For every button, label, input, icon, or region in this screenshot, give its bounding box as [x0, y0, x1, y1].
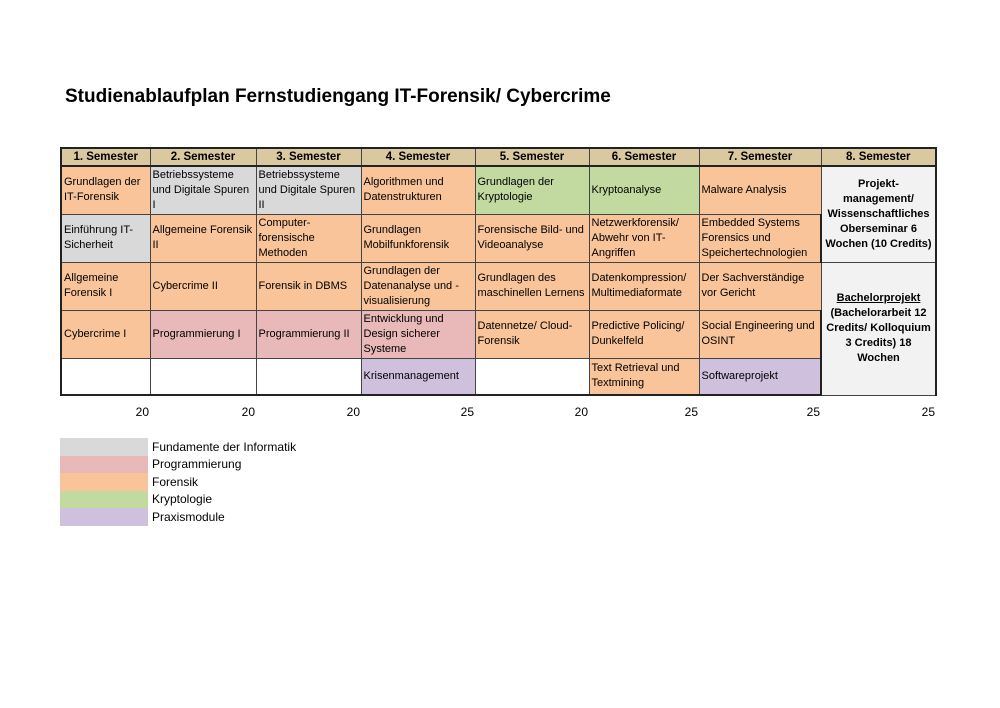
module-row [61, 310, 936, 358]
module-cell: Datenkompression/ Multimediaformate [589, 262, 699, 310]
module-cell: Softwareprojekt [699, 358, 821, 395]
semester-header: 3. Semester [256, 148, 361, 166]
module-cell: Grundlagen der IT-Forensik [61, 166, 150, 214]
module-cell [256, 358, 361, 395]
semester-header: 5. Semester [475, 148, 589, 166]
bachelor-project-title: Bachelorprojekt [836, 292, 921, 304]
module-cell: Allgemeine Forensik I [61, 262, 150, 310]
credit-total: 20 [241, 405, 255, 419]
module-cell: Betriebssysteme und Digitale Spuren I [150, 166, 256, 214]
semester-header: 8. Semester [821, 148, 936, 166]
module-row [61, 358, 936, 395]
module-cell: Entwicklung und Design sicherer Systeme [361, 310, 475, 358]
credit-total: 20 [574, 405, 588, 419]
module-cell [475, 358, 589, 395]
credit-total: 25 [806, 405, 820, 419]
module-row [61, 214, 936, 262]
legend-item [60, 473, 296, 491]
module-cell: Grundlagen der Datenanalyse und -visualisierung [361, 262, 475, 310]
legend-item [60, 508, 296, 526]
module-cell: Programmierung I [150, 310, 256, 358]
credit-total: 25 [921, 405, 935, 419]
module-cell: Programmierung II [256, 310, 361, 358]
legend-label: Praxismodule [152, 509, 225, 524]
legend-label: Kryptologie [152, 492, 213, 507]
semester-header: 7. Semester [699, 148, 821, 166]
module-row [61, 262, 936, 310]
legend-item [60, 438, 296, 456]
semester-8-project-management: Projekt-management/ Wissenschaftliches Oberseminar 6 Wochen (10 Credits) [821, 166, 936, 262]
module-cell: Embedded Systems Forensics und Speichertechnologien [699, 214, 821, 262]
semester-header: 1. Semester [61, 148, 150, 166]
module-row [61, 166, 936, 214]
credit-total: 20 [135, 405, 149, 419]
module-cell: Grundlagen des maschinellen Lernens [475, 262, 589, 310]
legend-label: Forensik [152, 474, 199, 489]
module-cell: Algorithmen und Datenstrukturen [361, 166, 475, 214]
module-cell: Forensische Bild- und Videoanalyse [475, 214, 589, 262]
legend-label: Programmierung [152, 457, 242, 472]
legend-label: Fundamente der Informatik [152, 439, 297, 454]
semester-8-bachelor-project [821, 262, 936, 395]
semester-header: 2. Semester [150, 148, 256, 166]
legend-swatch [60, 508, 148, 526]
module-cell: Forensik in DBMS [256, 262, 361, 310]
module-cell: Krisenmanagement [361, 358, 475, 395]
module-cell: Social Engineering und OSINT [699, 310, 821, 358]
legend-swatch [60, 438, 148, 456]
semester-header: 4. Semester [361, 148, 475, 166]
module-cell: Der Sachverständige vor Gericht [699, 262, 821, 310]
color-legend [60, 438, 296, 526]
module-cell [61, 358, 150, 395]
legend-swatch [60, 491, 148, 509]
module-cell: Grundlagen Mobilfunkforensik [361, 214, 475, 262]
module-cell: Predictive Policing/ Dunkelfeld [589, 310, 699, 358]
module-cell: Datennetze/ Cloud-Forensik [475, 310, 589, 358]
module-cell: Cybercrime I [61, 310, 150, 358]
credit-total: 25 [460, 405, 474, 419]
module-cell: Malware Analysis [699, 166, 821, 214]
module-cell: Einführung IT-Sicherheit [61, 214, 150, 262]
module-cell: Netzwerkforensik/ Abwehr von IT-Angriffen [589, 214, 699, 262]
page-title: Studienablaufplan Fernstudiengang IT-Forensik/ Cybercrime [65, 86, 611, 107]
module-cell: Computer-forensische Methoden [256, 214, 361, 262]
module-cell: Text Retrieval und Textmining [589, 358, 699, 395]
module-cell: Betriebssysteme und Digitale Spuren II [256, 166, 361, 214]
module-cell: Allgemeine Forensik II [150, 214, 256, 262]
module-cell: Cybercrime II [150, 262, 256, 310]
study-plan-table [60, 147, 937, 396]
legend-swatch [60, 473, 148, 491]
semester-header: 6. Semester [589, 148, 699, 166]
credit-total: 25 [684, 405, 698, 419]
semester-header-row [61, 148, 936, 166]
credit-total: 20 [346, 405, 360, 419]
legend-item [60, 456, 296, 474]
legend-item [60, 491, 296, 509]
credit-totals-row [60, 405, 935, 419]
module-cell: Grundlagen der Kryptologie [475, 166, 589, 214]
bachelor-project-details: (Bachelorarbeit 12 Credits/ Kolloquium 3 Credits) 18 Wochen [826, 307, 931, 364]
module-cell [150, 358, 256, 395]
legend-swatch [60, 456, 148, 474]
module-cell: Kryptoanalyse [589, 166, 699, 214]
